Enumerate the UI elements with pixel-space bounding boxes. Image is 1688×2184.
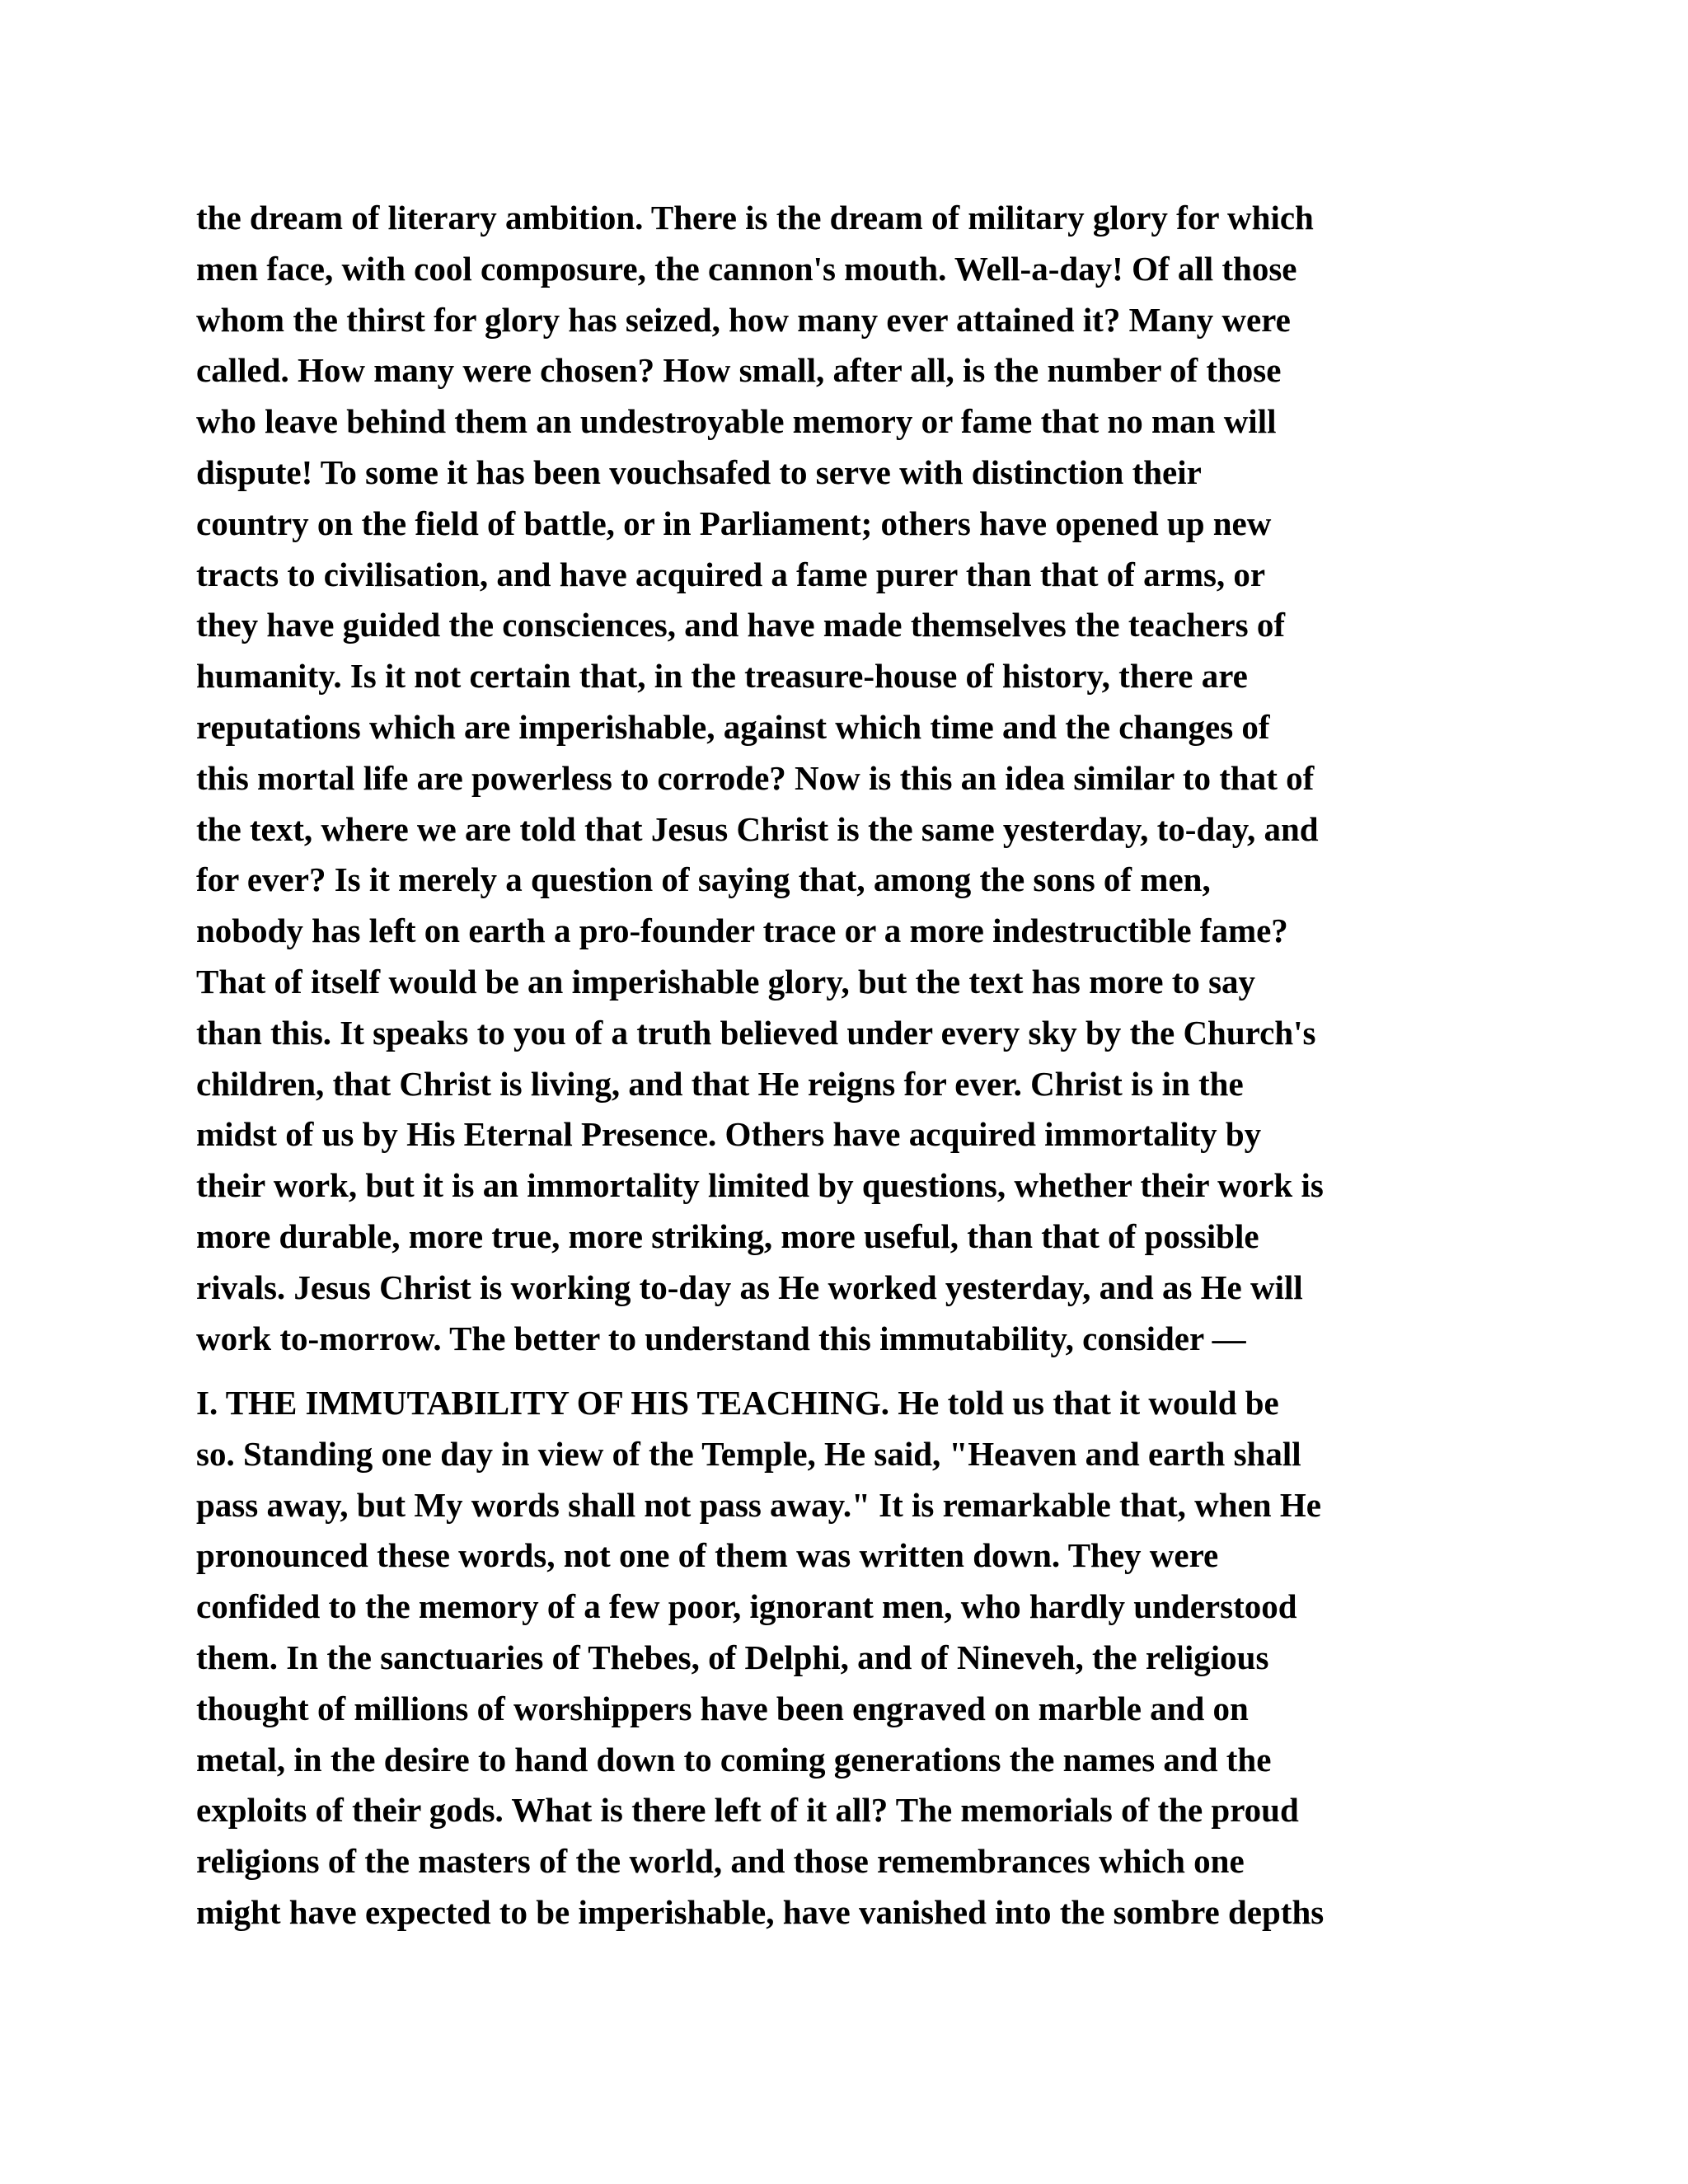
text-line: work to-morrow. The better to understand this immutability, consider — — [196, 1319, 1246, 1357]
text-line: their work, but it is an immortality limited by questions, whether their work is — [196, 1166, 1324, 1205]
text-line: I. THE IMMUTABILITY OF HIS TEACHING. He told us that it would be — [196, 1384, 1279, 1422]
text-line: who leave behind them an undestroyable memory or fame that no man will — [196, 402, 1277, 441]
text-line: dispute! To some it has been vouchsafed to serve with distinction their — [196, 452, 1202, 491]
text-line: country on the field of battle, or in Parliament; others have opened up new — [196, 504, 1272, 542]
paragraph — [196, 1378, 1484, 1938]
text-line: confided to the memory of a few poor, ignorant men, who hardly understood — [196, 1587, 1297, 1626]
text-line: the text, where we are told that Jesus Christ is the same yesterday, to-day, and — [196, 809, 1319, 848]
text-line: might have expected to be imperishable, have vanished into the sombre depths — [196, 1892, 1325, 1931]
text-line: reputations which are imperishable, against which time and the changes of — [196, 707, 1270, 746]
text-line: pass away, but My words shall not pass away." It is remarkable that, when He — [196, 1485, 1321, 1524]
text-line: pronounced these words, not one of them was written down. They were — [196, 1536, 1219, 1575]
text-line: so. Standing one day in view of the Temple, He said, "Heaven and earth shall — [196, 1434, 1301, 1473]
text-line: rivals. Jesus Christ is working to-day as He worked yesterday, and as He will — [196, 1268, 1303, 1306]
text-line: for ever? Is it merely a question of saying that, among the sons of men, — [196, 860, 1211, 899]
text-line: metal, in the desire to hand down to coming generations the names and the — [196, 1740, 1272, 1779]
text-line: men face, with cool composure, the cannon's mouth. Well-a-day! Of all those — [196, 249, 1297, 288]
text-line: them. In the sanctuaries of Thebes, of Delphi, and of Nineveh, the religious — [196, 1638, 1269, 1676]
text-line: exploits of their gods. What is there left of it all? The memorials of the proud — [196, 1791, 1299, 1830]
paragraph — [196, 193, 1484, 1364]
text-line: tracts to civilisation, and have acquired a fame purer than that of arms, or — [196, 555, 1266, 593]
text-line: the dream of literary ambition. There is the dream of military glory for which — [196, 199, 1314, 237]
text-line: nobody has left on earth a pro-founder trace or a more indestructible fame? — [196, 912, 1288, 950]
text-line: humanity. Is it not certain that, in the treasure-house of history, there are — [196, 657, 1248, 696]
text-line: than this. It speaks to you of a truth believed under every sky by the Church's — [196, 1013, 1316, 1052]
text-line: thought of millions of worshippers have been engraved on marble and on — [196, 1689, 1249, 1727]
text-line: whom the thirst for glory has seized, how many ever attained it? Many were — [196, 300, 1291, 339]
text-line: religions of the masters of the world, and those remembrances which one — [196, 1842, 1245, 1881]
text-line: called. How many were chosen? How small, after all, is the number of those — [196, 351, 1282, 390]
text-line: midst of us by His Eternal Presence. Others have acquired immortality by — [196, 1115, 1262, 1154]
text-line: this mortal life are powerless to corrode? Now is this an idea similar to that of — [196, 758, 1315, 797]
text-line: they have guided the consciences, and have made themselves the teachers of — [196, 606, 1285, 644]
text-line: children, that Christ is living, and that He reigns for ever. Christ is in the — [196, 1064, 1244, 1103]
text-line: That of itself would be an imperishable glory, but the text has more to say — [196, 962, 1256, 1001]
text-line: more durable, more true, more striking, more useful, than that of possible — [196, 1216, 1259, 1255]
